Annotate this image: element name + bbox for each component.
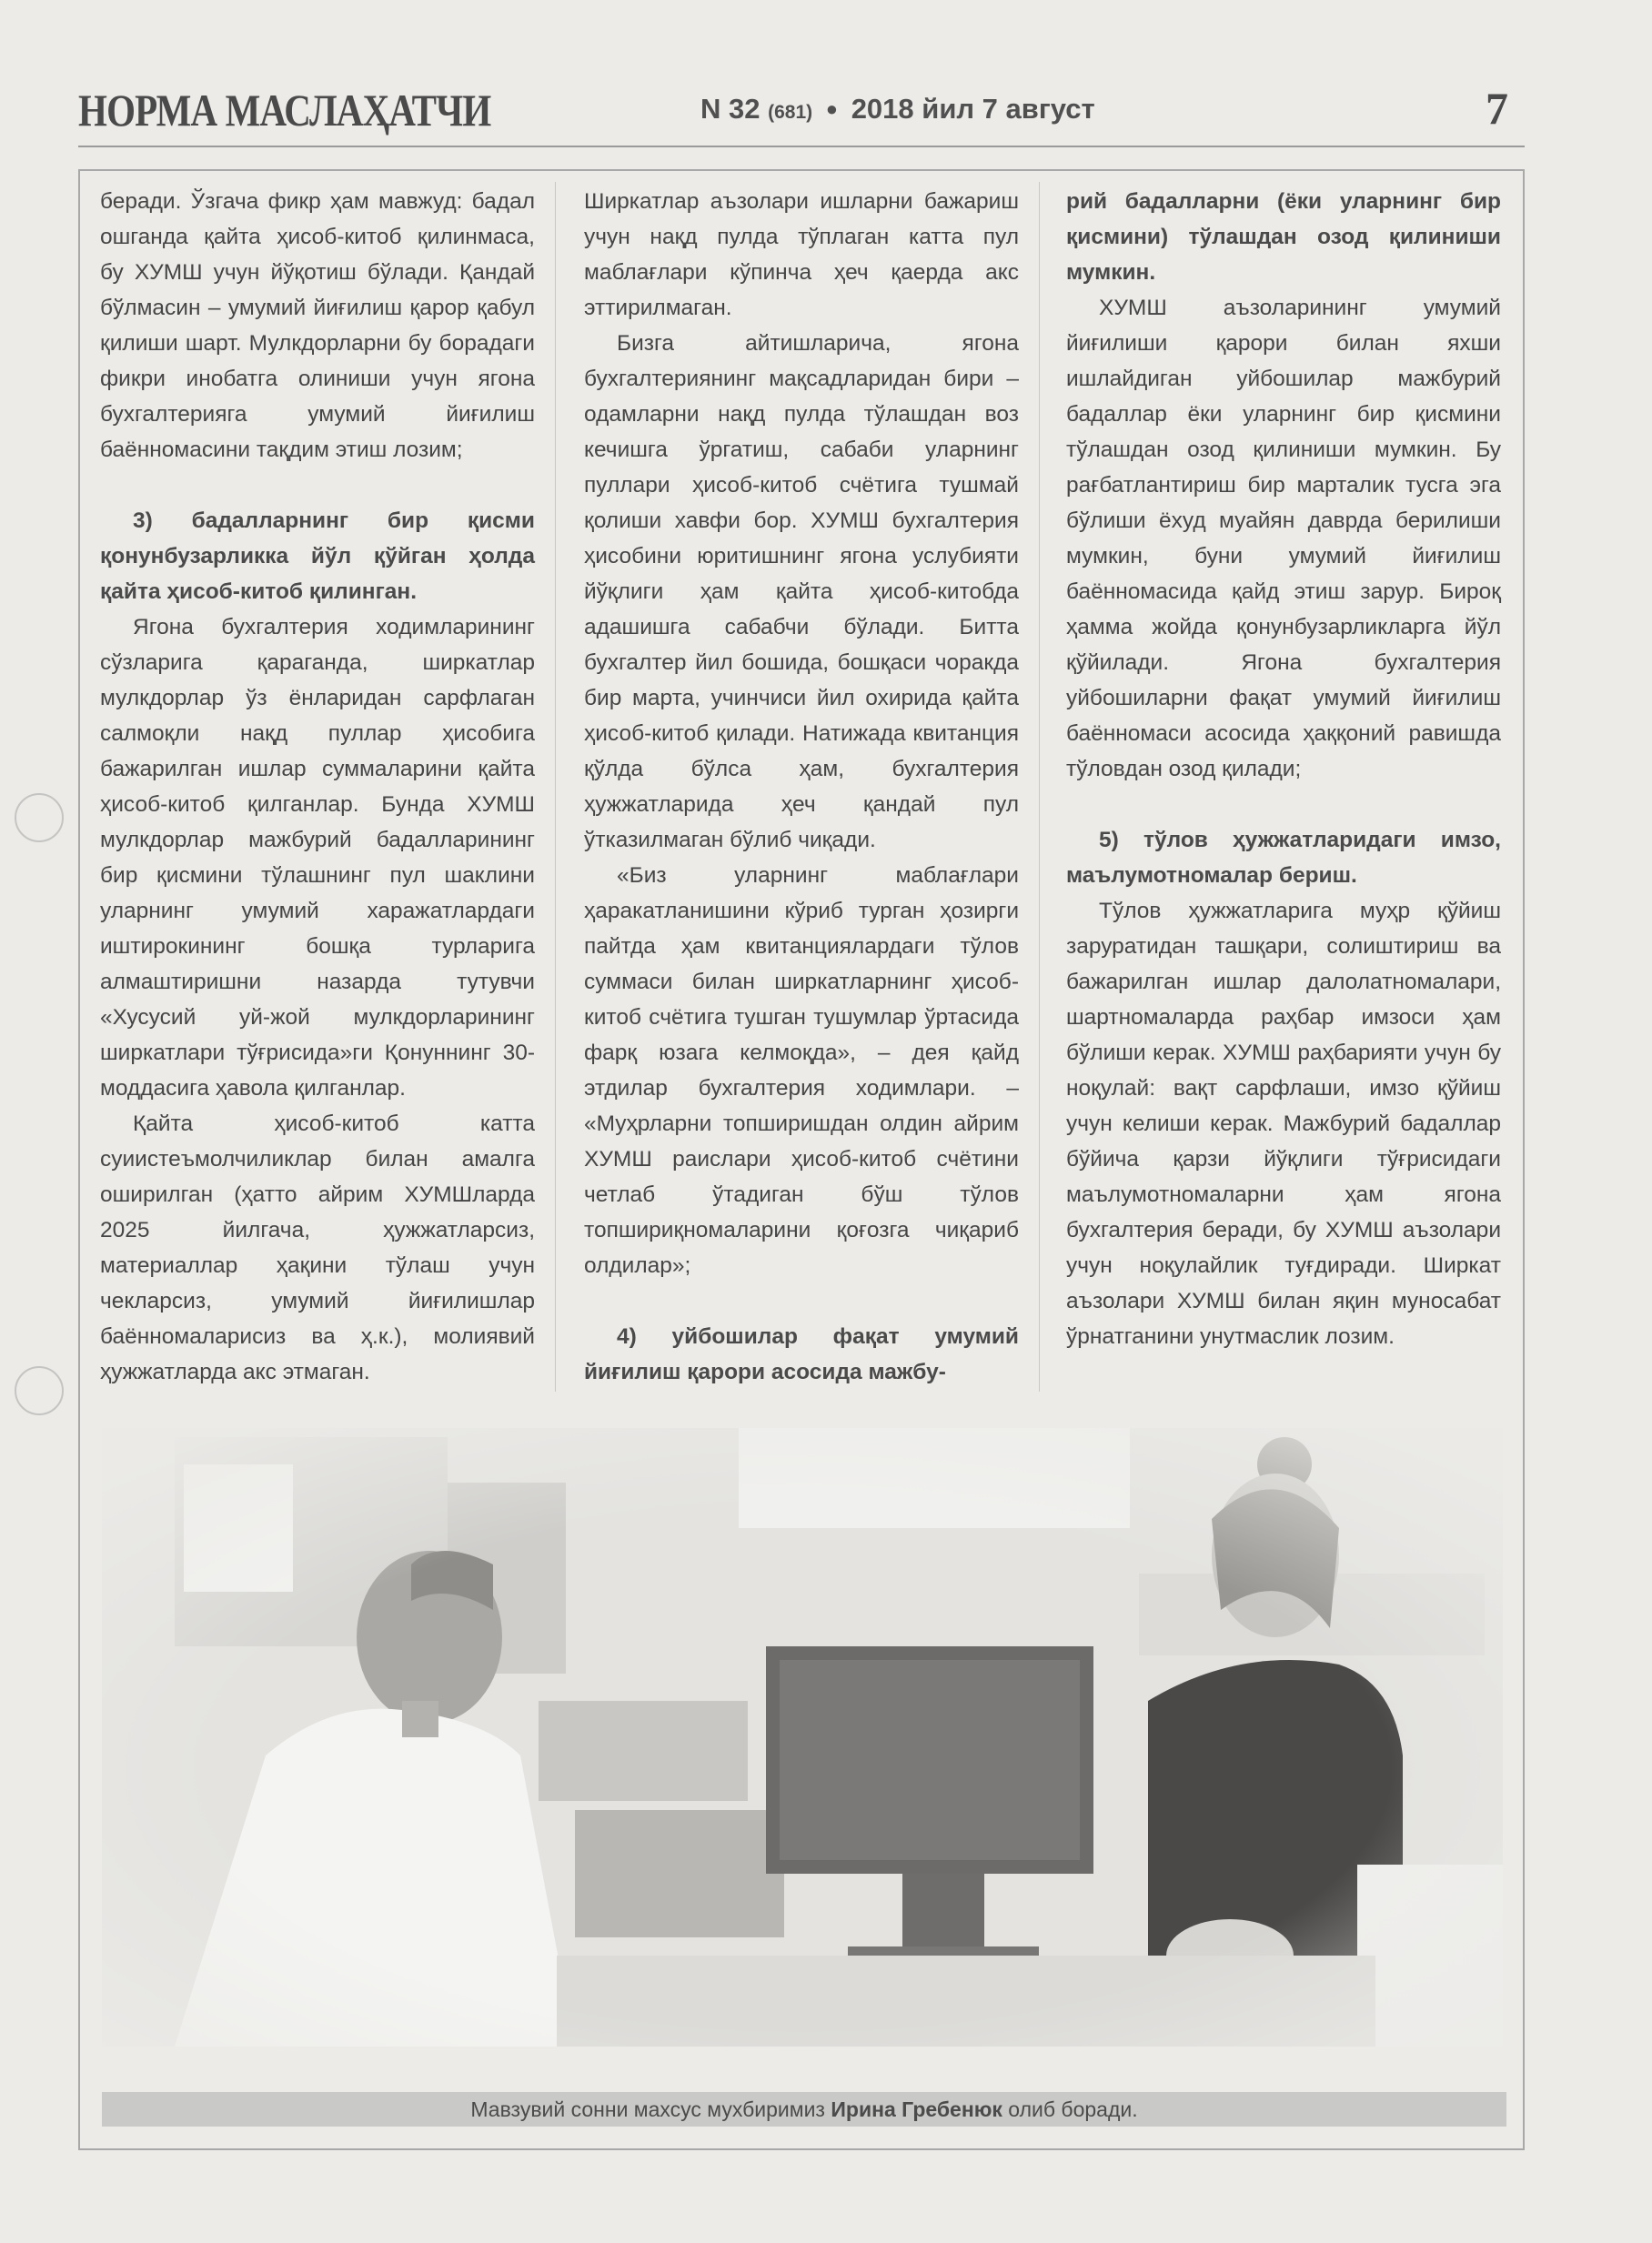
- article-photo: [102, 1428, 1503, 2047]
- issue-prefix: N 32: [700, 93, 761, 125]
- section-heading-4: 4) уйбошилар фақат умумий йиғилиш қарори асосида мажбу-: [584, 1324, 1019, 1384]
- punch-hole: [15, 1366, 64, 1415]
- masthead: [78, 84, 1523, 138]
- paragraph: Тўлов ҳужжатларига муҳр қўйиш заруратидан ташқари, солиштириш ва бажарилган ишлар далолатномалари, шартномаларда раҳбар имзоси ҳам бўлиши керак. ХУМШ раҳбарияти учун бу ноқулай: вақт сарфлаши, имзо қўйиш учун келиши керак. Мажбурий бадаллар бўйича қарзи йўқлиги тўғрисидаги маълумотномаларни ҳам ягона бухгалтерия беради, бу ХУМШ аъзолари учун ноқулайлик туғдиради. Ширкат аъзолари ХУМШ билан яқин муносабат ўрнатганини унутмаслик лозим.: [1066, 899, 1501, 1349]
- article-column-1: [100, 184, 535, 1390]
- article-column-3: [1066, 184, 1501, 1354]
- bullet-dot-icon: ●: [825, 97, 839, 120]
- paragraph: Ягона бухгалтерия ходимларининг сўзларига қараганда, ширкатлар мулкдорлар ўз ёнларидан сарфлаган салмоқли нақд пуллар ҳисобига бажарилган ишлар суммаларини қайта ҳисоб-китоб қилганлар. Бунда ХУМШ мулкдорлар мажбурий бадалларининг бир қисмини тўлашнинг пул шаклини уларнинг умумий харажатлардаги иштирокининг бошқа турларига алмаштиришни назарда тутувчи «Хусусий уй-жой мулкдорларининг ширкатлари тўғрисида»ги Қонуннинг 30-моддасига ҳавола қилганлар.: [100, 615, 535, 1101]
- paragraph: ХУМШ аъзоларининг умумий йиғилиши қарори билан яхши ишлайдиган уйбошилар мажбурий бадаллар ёки уларнинг бир қисмини тўлашдан озод қилиниши мумкин. Бу рағбатлантириш бир марталик тусга эга бўлиши ёхуд муайян даврда берилиши мумкин, буни умумий йиғилиш баённомасида қайд этиш зарур. Бироқ ҳамма жойда қонунбузарликларга йўл қўйилади. Ягона бухгалтерия уйбошиларни фақат умумий йиғилиш баённомаси асосида ҳаққоний равишда тўловдан озод қилади;: [1066, 296, 1501, 781]
- paragraph: Бизга айтишларича, ягона бухгалтериянинг мақсадларидан бири – одамларни нақд пулда тўлашдан воз кечишга ўргатиш, сабаби уларнинг пуллари ҳисоб-китоб счётига тушмай қолиши хавфи бор. ХУМШ бухгалтерия ҳисобини юритишнинг ягона услубияти йўқлиги ҳам қайта ҳисоб-китобда адашишга сабабчи бўлади. Битта бухгалтер йил бошида, бошқаси чоракда бир марта, учинчиси йил охирида қайта ҳисоб-китоб қилади. Натижада квитанция қўлда бўлса ҳам, бухгалтерия ҳужжатларида ҳеч қандай пул ўтказилмаган бўлиб чиқади.: [584, 331, 1019, 852]
- caption-text-end: олиб боради.: [1002, 2097, 1138, 2121]
- issue-date: 2018 йил 7 август: [851, 93, 1095, 125]
- page-number: 7: [1486, 83, 1508, 134]
- column-divider: [555, 182, 556, 1392]
- article-column-2: [584, 184, 1019, 1390]
- paragraph: «Биз уларнинг маблағлари ҳаракатланишини кўриб турган ҳозирги пайтда ҳам квитанциялардаги тўлов суммаси билан ширкатларнинг ҳисоб-китоб счётига тушган тушумлар ўртасида фарқ юзага келмоқда», – дея қайд этдилар бухгалтерия ходимлари. – «Муҳрларни топширишдан олдин айрим ХУМШ раислари ҳисоб-китоб счётини четлаб ўтадиган бўш тўлов топшириқномаларини қоғозга чиқариб олдилар»;: [584, 863, 1019, 1278]
- punch-hole: [15, 793, 64, 842]
- section-heading-4-continued: рий бадалларни (ёки уларнинг бир қисмини) тўлашдан озод қилиниши мумкин.: [1066, 189, 1501, 285]
- header-rule: [78, 146, 1525, 147]
- caption-author: Ирина Гребенюк: [831, 2097, 1002, 2121]
- caption-text: Мавзувий сонни махсус мухбиримиз: [470, 2097, 831, 2121]
- section-heading-3: 3) бадалларнинг бир қисми қонунбузарликка йўл қўйган ҳолда қайта ҳисоб-китоб қилинган.: [100, 508, 535, 604]
- paragraph: беради. Ўзгача фикр ҳам мавжуд: бадал ошганда қайта ҳисоб-китоб қилинмаса, бу ХУМШ учун йўқотиш бўлади. Қандай бўлмасин – умумий йиғилиш қарор қабул қилиши шарт. Мулкдорларни бу борадаги фикри инобатга олиниши учун ягона бухгалтерияга умумий йиғилиш баённомасини тақдим этиш лозим;: [100, 189, 535, 462]
- paragraph: Қайта ҳисоб-китоб катта суиистеъмолчиликлар билан амалга оширилган (ҳатто айрим ХУМШларда 2025 йилгача, ҳужжатларсиз, материаллар ҳақини тўлаш учун чекларсиз, умумий йиғилишлар баённомаларисиз ва ҳ.к.), молиявий ҳужжатларда акс этмаган.: [100, 1111, 535, 1384]
- issue-info: [700, 93, 1095, 126]
- photo-caption: [102, 2092, 1506, 2127]
- paragraph: Ширкатлар аъзолари ишларни бажариш учун нақд пулда тўплаган катта пул маблағлари кўпинча ҳеч қаерда акс эттирилмаган.: [584, 189, 1019, 320]
- column-divider: [1039, 182, 1040, 1392]
- newspaper-title: НОРМА МАСЛАҲАТЧИ: [78, 85, 491, 136]
- office-scene-photo: [102, 1428, 1503, 2047]
- section-heading-5: 5) тўлов ҳужжатларидаги имзо, маълумотномалар бериш.: [1066, 828, 1501, 888]
- issue-number: (681): [768, 102, 813, 123]
